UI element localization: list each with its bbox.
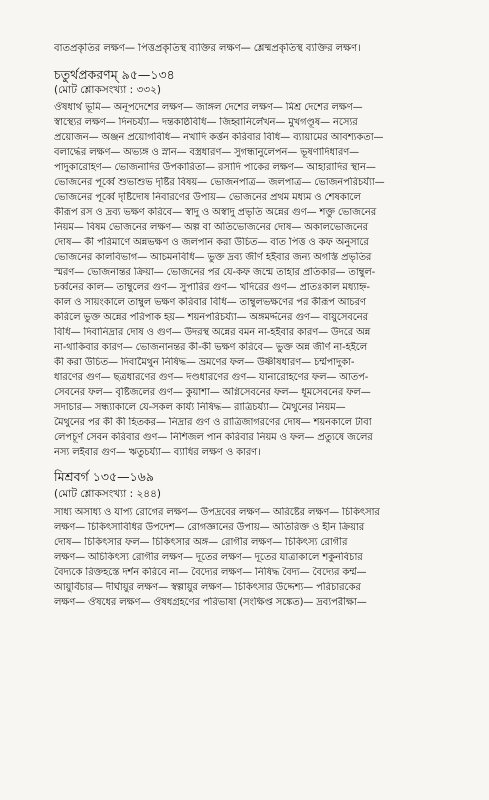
text-line: ভোজনের পূর্ব্বে দৃষ্টিদোষ নিবারণের উপায়— ভোজনের প্রথম মধ্যম ও শেষকালে: [54, 192, 361, 203]
text-line: মৈথুনের পর কী কী হিতকর— নিদ্রার গুণ ও রাত্রিজাগরণের দোষ— শয়নকালে টাবা: [54, 417, 372, 428]
text-line: কীরূপ রস ও দ্রব্য ভক্ষণ করিবে— স্বাদু ও অস্বাদু প্রভৃতি অন্নের গুণ— শক্তু ভোজনের: [54, 207, 377, 218]
text-line: কাল ও সায়ংকালে তাম্বুল ভক্ষণ করিবার বিধি— তাম্বুলভক্ষণের পর কীরূপ আচরণ: [54, 297, 366, 308]
text-line: না-থাকিবার কারণ— ভোজনানন্তর কী-কী ভক্ষণ করিবে— ভুক্ত অন্ন জীর্ণ না-হইলে: [54, 342, 368, 353]
text-line: ঔষধার্থ ভূমি— অনূপদেশের লক্ষণ— জাঙ্গল দেশের লক্ষণ— মিশ্র দেশের লক্ষণ—: [54, 102, 363, 113]
text-line: বলার্দ্ধের লক্ষণ— অভ্যঙ্গ ও স্নান— বস্ত্রধারণ— সুগন্ধানুলেপন— ভূষণাদিধারণ—: [54, 147, 359, 158]
text-line: স্বাস্থ্যের লক্ষণ— দিনচর্য্যা— দন্তকাষ্ঠবিধি— জিহ্বানির্লেখন— মুখগণ্ডূষ— নস্যের: [54, 117, 358, 128]
text-line: নস্য লইবার গুণ— ঋতুচর্য্যা— ব্যাধির লক্ষণ ও কারণ।: [54, 447, 261, 458]
text-line: বিধি— দিবানিদ্রার দোষ ও গুণ— উদরস্থ অন্নের বমন না-হইবার কারণ— উদরে অন্ন: [54, 327, 371, 338]
text-line: প্রয়োজন— অঞ্জন প্রয়োগবিধি— নখাদি কর্ত্তন করিবার বিধি— ব্যায়ামের আবশ্যকতা—: [54, 132, 384, 143]
text-line: ধারণের গুণ— ছত্রধারণের গুণ— দণ্ডধারণের গুণ— যানারোহণের ফল— আতপ-: [54, 372, 369, 383]
text-line: দোষ— চিকিৎসার ফল— চিকিৎসার অঙ্গ— রোগীর লক্ষণ— চিকিৎস্য রোগীর: [54, 537, 348, 548]
text-line: স্মরণ— ভোজনান্তর ক্রিয়া— ভোজনের পর যে-কফ জন্মে তাহার প্রতিকার— তাম্বুল-: [54, 267, 376, 278]
verse-count: (মোট শ্লোকসংখ্যা : ২৪৪): [54, 488, 161, 500]
text-line: করিলে ভুক্ত অন্নের পরিপাক হয়— শয়নপরিচর্য্যা— অঙ্গমর্দ্দনের গুণ— বায়ুসেবনের: [54, 312, 368, 323]
text-line: সেবনের ফল— বৃষ্টিজলের গুণ— কুয়াশা— অগ্নিসেবনের ফল— ধূমসেবনের ফল—: [54, 387, 371, 398]
text-line: পাদুকারোহণ— ভোজনাদির উপকারিতা— রসাদি পাকের লক্ষণ— আহারাদির স্থান—: [54, 162, 376, 173]
text-line: নিয়ম— বিষম ভোজনের লক্ষণ— অল্প বা অতিভোজনের দোষ— অকালভোজনের: [54, 222, 368, 233]
text-line: দোষ— কী পরিমাণে অন্নভক্ষণ ও জলপান করা উচিত— বাত পিত্ত ও কফ অনুসারে: [54, 237, 369, 248]
text-line: ভোজনের কালবিভাগ— আচমনবিধি— ভুক্ত দ্রব্য জীর্ণ হইবার জন্য অগস্তি প্রভৃতির: [54, 252, 372, 263]
text-line: সদাচার— সন্ধ্যাকালে যে-সকল কার্য্য নিষিদ্ধ— রাত্রিচর্য্যা— মৈথুনের নিয়ম—: [54, 402, 346, 413]
text-line: লেপচূর্ণ সেবন করিবার গুণ— নিশিজল পান করিবার নিয়ম ও ফল— প্রত্যুষে জলের: [54, 432, 373, 443]
text-line: লক্ষণ— ঔষধের লক্ষণ— ঔষধগ্রহণের পরিভাষা (সংক্ষিপ্ত সঙ্কেত)— দ্রব্যপরীক্ষা—: [54, 597, 367, 608]
section-heading-chaturtha-prakaranam: চতুর্থপ্রকরণম্‌ ৯৫—১৩৪: [54, 67, 175, 82]
intro-text-line: বাতপ্রকৃতির লক্ষণ— পিত্তপ্রকৃতিস্থ ব্যক্তির লক্ষণ— শ্লেষ্মপ্রকৃতিস্থ ব্যক্তির লক্ষণ।: [54, 43, 361, 54]
text-line: ভোজনের পূর্ব্বে শুভাশুভ দৃষ্টির বিষয়— ভোজনপাত্র— জলপাত্র— ভোজনপরিচর্য্যা—: [54, 177, 385, 188]
text-line: লক্ষণ— চিকিৎসাবিধির উপদেশ— রোগজ্ঞানের উপায়— অতিরিক্ত ও হীন ক্রিয়ার: [54, 522, 365, 533]
section-heading-mishravarga: মিশ্রবর্গ ১৩৫—১৬৯: [54, 469, 154, 484]
verse-count: (মোট শ্লোকসংখ্যা : ৩৩২): [54, 84, 162, 96]
text-line: লক্ষণ— অচিকিৎস্য রোগীর লক্ষণ— দূতের লক্ষণ— দূতের যাত্রাকালে শকুনবিচার: [54, 552, 363, 563]
text-line: বৈদ্যকে রিক্তহস্তে দর্শন করিবে না— বৈদ্যের লক্ষণ— নিষিদ্ধ বৈদ্য— বৈদ্যের কর্ম্ম—: [54, 567, 367, 578]
text-line: আয়ুর্বিচার— দীর্ঘায়ুর লক্ষণ— স্বল্পায়ুর লক্ষণ— চিকিৎসার উদ্দেশ্য— পরিচারকের: [54, 582, 361, 593]
text-line: সাধ্য অসাধ্য ও যাপ্য রোগের লক্ষণ— উপদ্রবের লক্ষণ— অরিষ্টের লক্ষণ— চিকিৎসার: [54, 507, 380, 518]
text-line: চর্ব্বনের কাল— তাম্বুলের গুণ— সুপারির গুণ— খদিরের গুণ— প্রাতঃকাল মধ্যাহ্ন-: [54, 282, 370, 293]
text-line: কী করা উচিত— দিবামৈথুন নিষিদ্ধ— ভ্রমণের ফল— উষ্ণীষধারণ— চর্ম্মপাদুকা-: [54, 357, 355, 368]
